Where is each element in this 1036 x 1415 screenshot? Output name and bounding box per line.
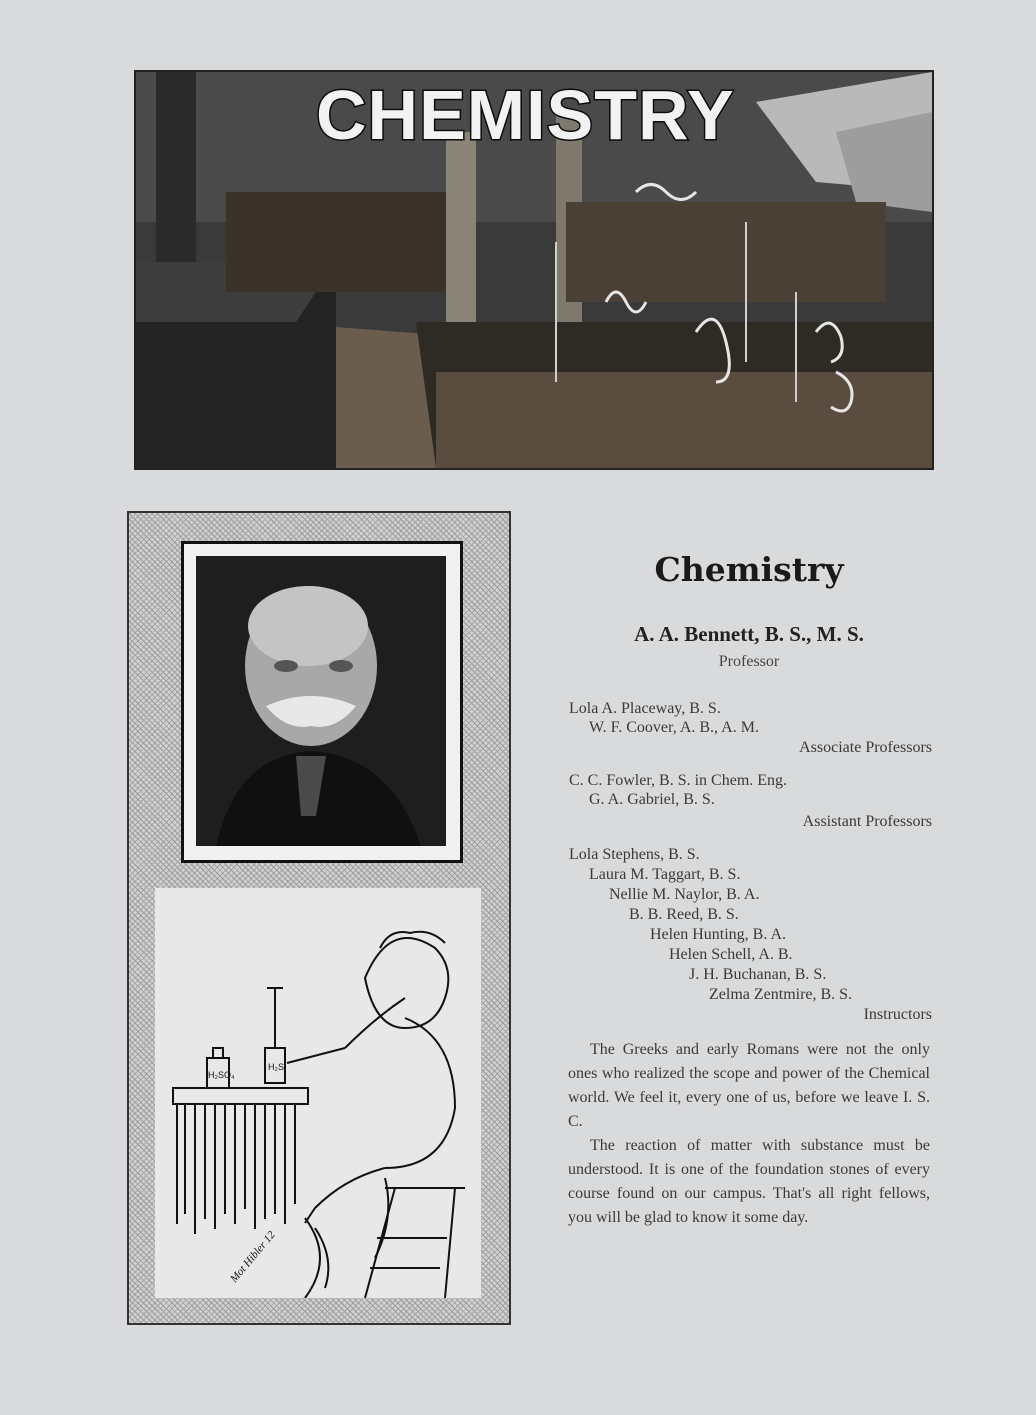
lab-photograph: [134, 70, 934, 470]
cartoon-illustration: [155, 888, 481, 1298]
body-text: [568, 1038, 930, 1230]
assistant-name: C. C. Fowler, B. S. in Chem. Eng.: [569, 772, 788, 789]
paragraph: The reaction of matter with substance must be understood. It is one of the foundation stones of every course found on our campus. That's all right fellows, you will be glad to know it some day.: [568, 1137, 930, 1226]
paragraph: The Greeks and early Romans were not the only ones who realized the scope and power of the Chemical world. We feel it, every one of us, before we leave I. S. C.: [568, 1041, 930, 1130]
professor-portrait: [196, 556, 446, 846]
cartoon-drawing: [155, 888, 481, 1298]
bottle-left-label: H₂SO₄: [208, 1070, 235, 1080]
instructor-name: Helen Hunting, B. A.: [650, 926, 786, 943]
instructor-name: Lola Stephens, B. S.: [569, 846, 700, 863]
decorative-panel: [127, 511, 511, 1325]
associate-name: W. F. Coover, A. B., A. M.: [589, 719, 759, 736]
associate-name: Lola A. Placeway, B. S.: [569, 700, 721, 717]
assistant-role: Assistant Professors: [802, 813, 932, 830]
cartoon-signature: Mot Hibler 12: [228, 1228, 278, 1285]
associate-role: Associate Professors: [799, 739, 932, 756]
portrait-frame: [181, 541, 463, 863]
instructor-name: J. H. Buchanan, B. S.: [689, 966, 827, 983]
instructor-name: Nellie M. Naylor, B. A.: [609, 886, 760, 903]
professor-name: A. A. Bennett, B. S., M. S.: [634, 622, 864, 646]
professor-title: Professor: [718, 653, 780, 670]
instructor-name: Helen Schell, A. B.: [669, 946, 793, 963]
banner-title: CHEMISTRY: [316, 76, 735, 154]
bottle-right-label: H₂S: [268, 1062, 284, 1072]
portrait-drawing: [196, 556, 446, 846]
assistant-name: G. A. Gabriel, B. S.: [589, 791, 715, 808]
section-heading: Chemistry: [654, 550, 844, 589]
instructor-name: B. B. Reed, B. S.: [629, 906, 739, 923]
instructor-name: Zelma Zentmire, B. S.: [709, 986, 853, 1003]
instructor-name: Laura M. Taggart, B. S.: [589, 866, 741, 883]
instructor-role: Instructors: [863, 1006, 932, 1023]
